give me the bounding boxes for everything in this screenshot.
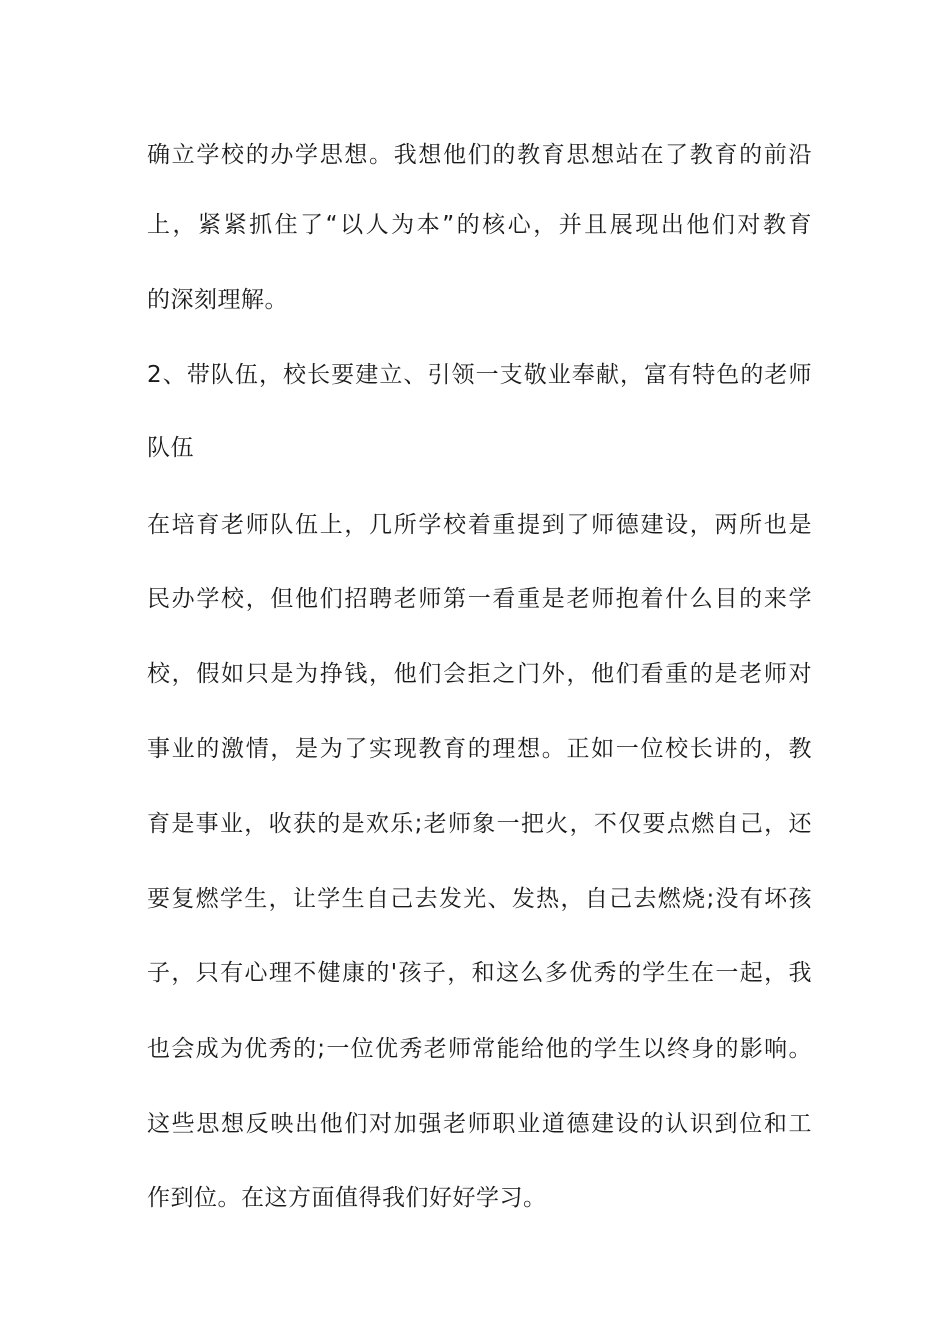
text-line: 事业的激情，是为了实现教育的理想。正如一位校长讲的，教: [147, 736, 812, 762]
text-line: 子，只有心理不健康的'孩子，和这么多优秀的学生在一起，我: [147, 960, 812, 986]
text-line: 作到位。在这方面值得我们好好学习。: [147, 1185, 547, 1211]
text-line: 也会成为优秀的;一位优秀老师常能给他的学生以终身的影响。: [147, 1036, 812, 1062]
text-line: 上，紧紧抓住了“以人为本”的核心，并且展现出他们对教育: [147, 212, 812, 238]
text-line: 要复燃学生，让学生自己去发光、发热，自己去燃烧;没有坏孩: [147, 886, 812, 912]
text-line: 这些思想反映出他们对加强老师职业道德建设的认识到位和工: [147, 1111, 812, 1137]
text-line: 确立学校的办学思想。我想他们的教育思想站在了教育的前沿: [147, 142, 812, 168]
text-line: 的深刻理解。: [147, 287, 288, 313]
text-line: 在培育老师队伍上，几所学校着重提到了师德建设，两所也是: [147, 512, 812, 538]
text-line: 校，假如只是为挣钱，他们会拒之门外，他们看重的是老师对: [147, 661, 812, 687]
text-line: 育是事业，收获的是欢乐;老师象一把火，不仅要点燃自己，还: [147, 811, 812, 837]
section-heading-line: 队伍: [147, 435, 194, 461]
section-heading-line: 2、带队伍，校长要建立、引领一支敬业奉献，富有特色的老师: [147, 362, 812, 388]
text-line: 民办学校，但他们招聘老师第一看重是老师抱着什么目的来学: [147, 586, 812, 612]
